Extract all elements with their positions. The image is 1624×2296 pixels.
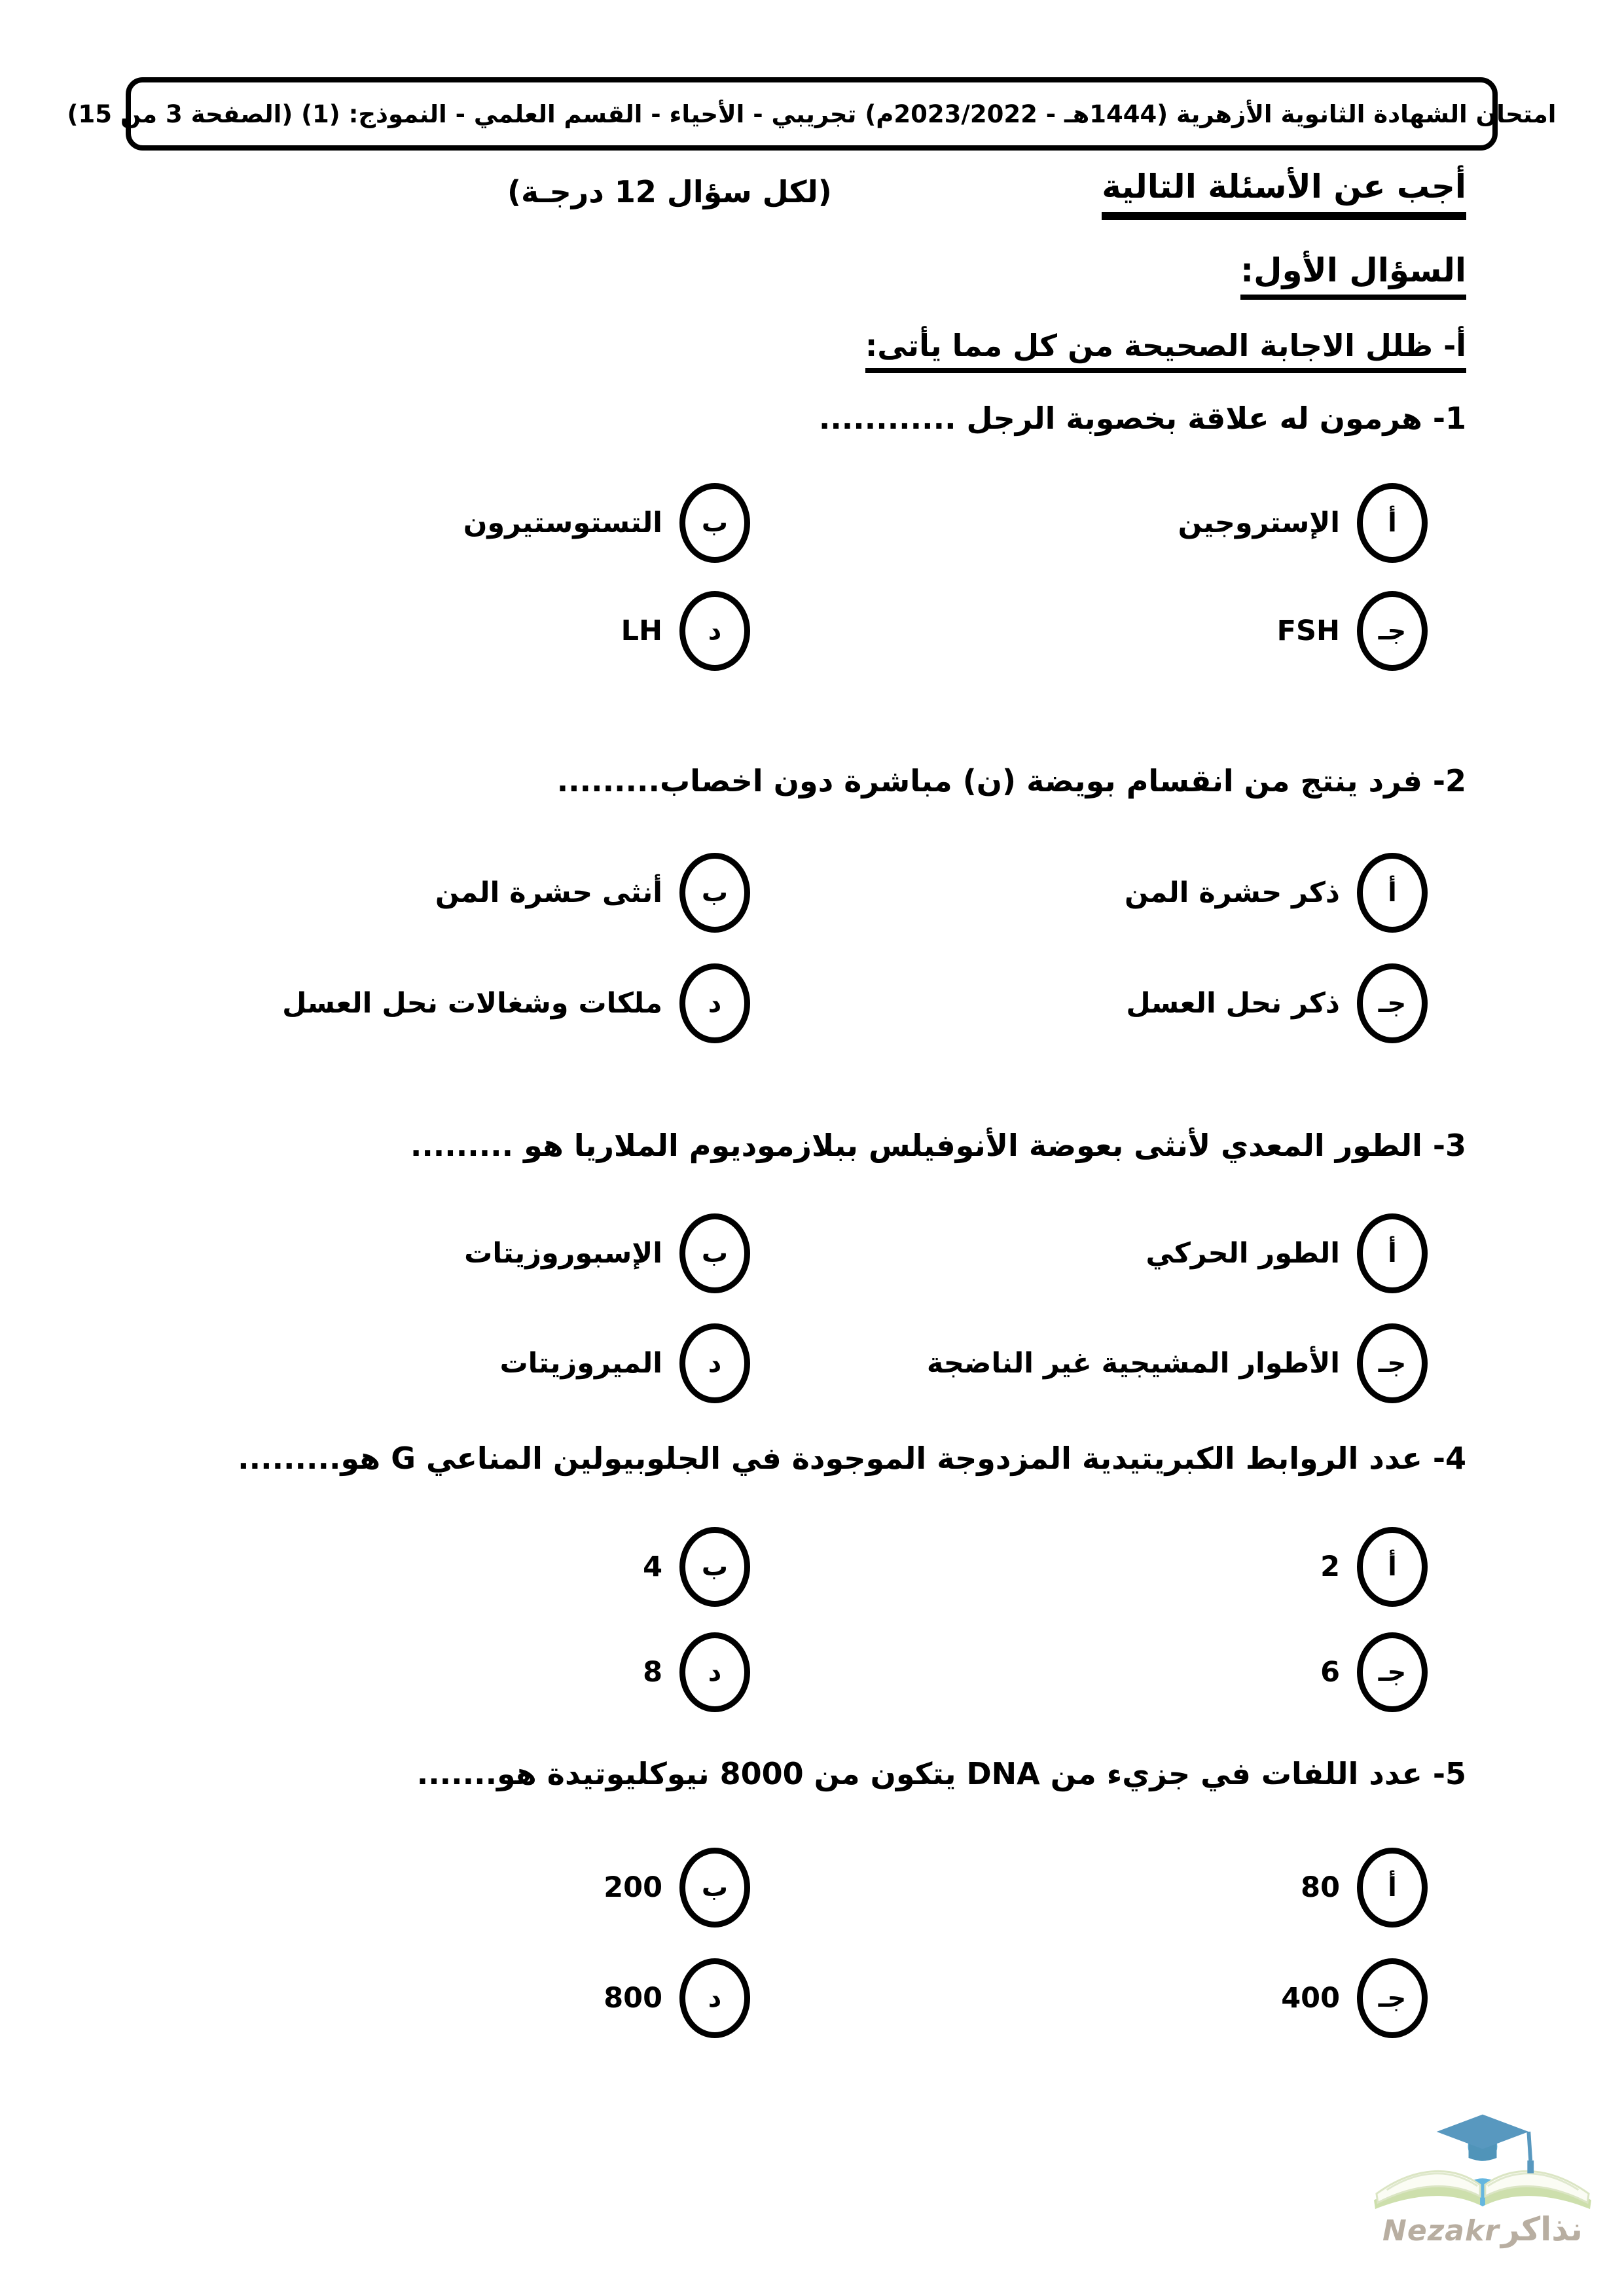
answer-bubble-q5-c[interactable]: جـ xyxy=(1357,1958,1428,2038)
nezakr-logo xyxy=(1365,2104,1600,2248)
exam-header-box xyxy=(67,77,1557,151)
answer-bubble-q5-a[interactable]: أ xyxy=(1357,1848,1428,1928)
option-label: 8 xyxy=(643,1656,662,1689)
option-q2-c xyxy=(1126,963,1428,1043)
points-note: (لكل سؤال 12 درجـة) xyxy=(507,174,832,209)
option-label: الإستروجين xyxy=(1178,507,1340,539)
option-label: 800 xyxy=(604,1982,662,2015)
option-label: 2 xyxy=(1320,1551,1340,1583)
answer-bubble-q4-b[interactable]: ب xyxy=(679,1527,750,1607)
answer-bubble-q2-d[interactable]: د xyxy=(679,963,750,1043)
option-q1-a xyxy=(1178,483,1428,563)
logo-brand-latin: Nezakr xyxy=(1382,2214,1500,2248)
option-label: ذكر حشرة المن xyxy=(1124,876,1340,909)
page-title: أجب عن الأسئلة التالية xyxy=(1102,168,1466,217)
option-q5-c xyxy=(1281,1958,1428,2038)
option-q4-b xyxy=(643,1527,750,1607)
option-label: أنثى حشرة المن xyxy=(435,876,662,909)
answer-bubble-q1-c[interactable]: جـ xyxy=(1357,591,1428,671)
logo-brand-arabic: نذاكر xyxy=(1500,2210,1583,2248)
answer-bubble-q2-a[interactable]: أ xyxy=(1357,853,1428,933)
answer-bubble-q1-b[interactable]: ب xyxy=(679,483,750,563)
answer-bubble-q5-d[interactable]: د xyxy=(679,1958,750,2038)
question-3-text: 3- الطور المعدي لأنثى بعوضة الأنوفيلس ببلازموديوم الملاريا هو ......... xyxy=(410,1128,1466,1163)
answer-bubble-q3-b[interactable]: ب xyxy=(679,1213,750,1293)
option-label: 6 xyxy=(1320,1656,1340,1689)
option-q1-c xyxy=(1277,591,1428,671)
exam-header-text: امتحان الشهادة الثانوية الأزهرية (1444هـ - 2023/2022م) تجريبي - الأحياء - القسم العلمي - النموذج: (1) (الصفحة 3 من 15) xyxy=(67,99,1557,128)
option-label: الميروزيتات xyxy=(499,1347,662,1380)
tassel-icon xyxy=(1528,2132,1530,2161)
option-label: 400 xyxy=(1281,1982,1340,2015)
option-q2-a xyxy=(1125,853,1428,933)
option-q3-c xyxy=(927,1323,1428,1403)
option-label: الطور الحركي xyxy=(1146,1237,1340,1270)
question-5-text: 5- عدد اللفات في جزيء من DNA يتكون من 8000 نيوكليوتيدة هو....... xyxy=(416,1756,1466,1791)
question-1-text: 1- هرمون له علاقة بخصوبة الرجل ............ xyxy=(818,401,1466,436)
option-q1-b xyxy=(463,483,750,563)
option-label: ذكر نحل العسل xyxy=(1126,987,1340,1020)
option-q4-c xyxy=(1320,1632,1428,1712)
option-label: التستوستيرون xyxy=(463,507,662,539)
option-label: FSH xyxy=(1276,615,1340,647)
answer-bubble-q1-a[interactable]: أ xyxy=(1357,483,1428,563)
section-title: السؤال الأول: xyxy=(1240,251,1466,300)
answer-bubble-q4-d[interactable]: د xyxy=(679,1632,750,1712)
graduation-cap-icon xyxy=(1437,2115,1534,2174)
answer-bubble-q3-c[interactable]: جـ xyxy=(1357,1323,1428,1403)
option-label: 4 xyxy=(643,1551,662,1583)
option-q3-a xyxy=(1146,1213,1428,1293)
answer-bubble-q2-c[interactable]: جـ xyxy=(1357,963,1428,1043)
answer-bubble-q3-a[interactable]: أ xyxy=(1357,1213,1428,1293)
option-label: 80 xyxy=(1301,1871,1340,1904)
nezakr-logo-graphic xyxy=(1367,2104,1598,2213)
answer-bubble-q4-a[interactable]: أ xyxy=(1357,1527,1428,1607)
option-label: ملكات وشغالات نحل العسل xyxy=(282,987,662,1020)
option-q5-a xyxy=(1301,1848,1428,1928)
option-label: 200 xyxy=(604,1871,662,1904)
answer-bubble-q4-c[interactable]: جـ xyxy=(1357,1632,1428,1712)
option-q3-b xyxy=(464,1213,750,1293)
option-q1-d xyxy=(621,591,750,671)
answer-bubble-q2-b[interactable]: ب xyxy=(679,853,750,933)
option-label: الإسبوروزيتات xyxy=(464,1237,662,1270)
logo-wordmark xyxy=(1365,2210,1600,2248)
option-q2-d xyxy=(282,963,750,1043)
option-q4-a xyxy=(1320,1527,1428,1607)
option-label: الأطوار المشيجية غير الناضجة xyxy=(926,1347,1340,1380)
question-2-text: 2- فرد ينتج من انقسام بويضة (ن) مباشرة دون اخصاب......... xyxy=(556,763,1466,798)
option-q2-b xyxy=(435,853,750,933)
option-label: LH xyxy=(621,615,662,647)
option-q3-d xyxy=(499,1323,750,1403)
answer-bubble-q3-d[interactable]: د xyxy=(679,1323,750,1403)
option-q4-d xyxy=(643,1632,750,1712)
answer-bubble-q5-b[interactable]: ب xyxy=(679,1848,750,1928)
question-4-text: 4- عدد الروابط الكبريتيدية المزدوجة الموجودة في الجلوبيولين المناعي G هو......... xyxy=(238,1441,1466,1476)
answer-bubble-q1-d[interactable]: د xyxy=(679,591,750,671)
option-q5-d xyxy=(604,1958,750,2038)
mcq-instruction: أ- ظلل الاجابة الصحيحة من كل مما يأتى: xyxy=(865,328,1466,373)
option-q5-b xyxy=(604,1848,750,1928)
